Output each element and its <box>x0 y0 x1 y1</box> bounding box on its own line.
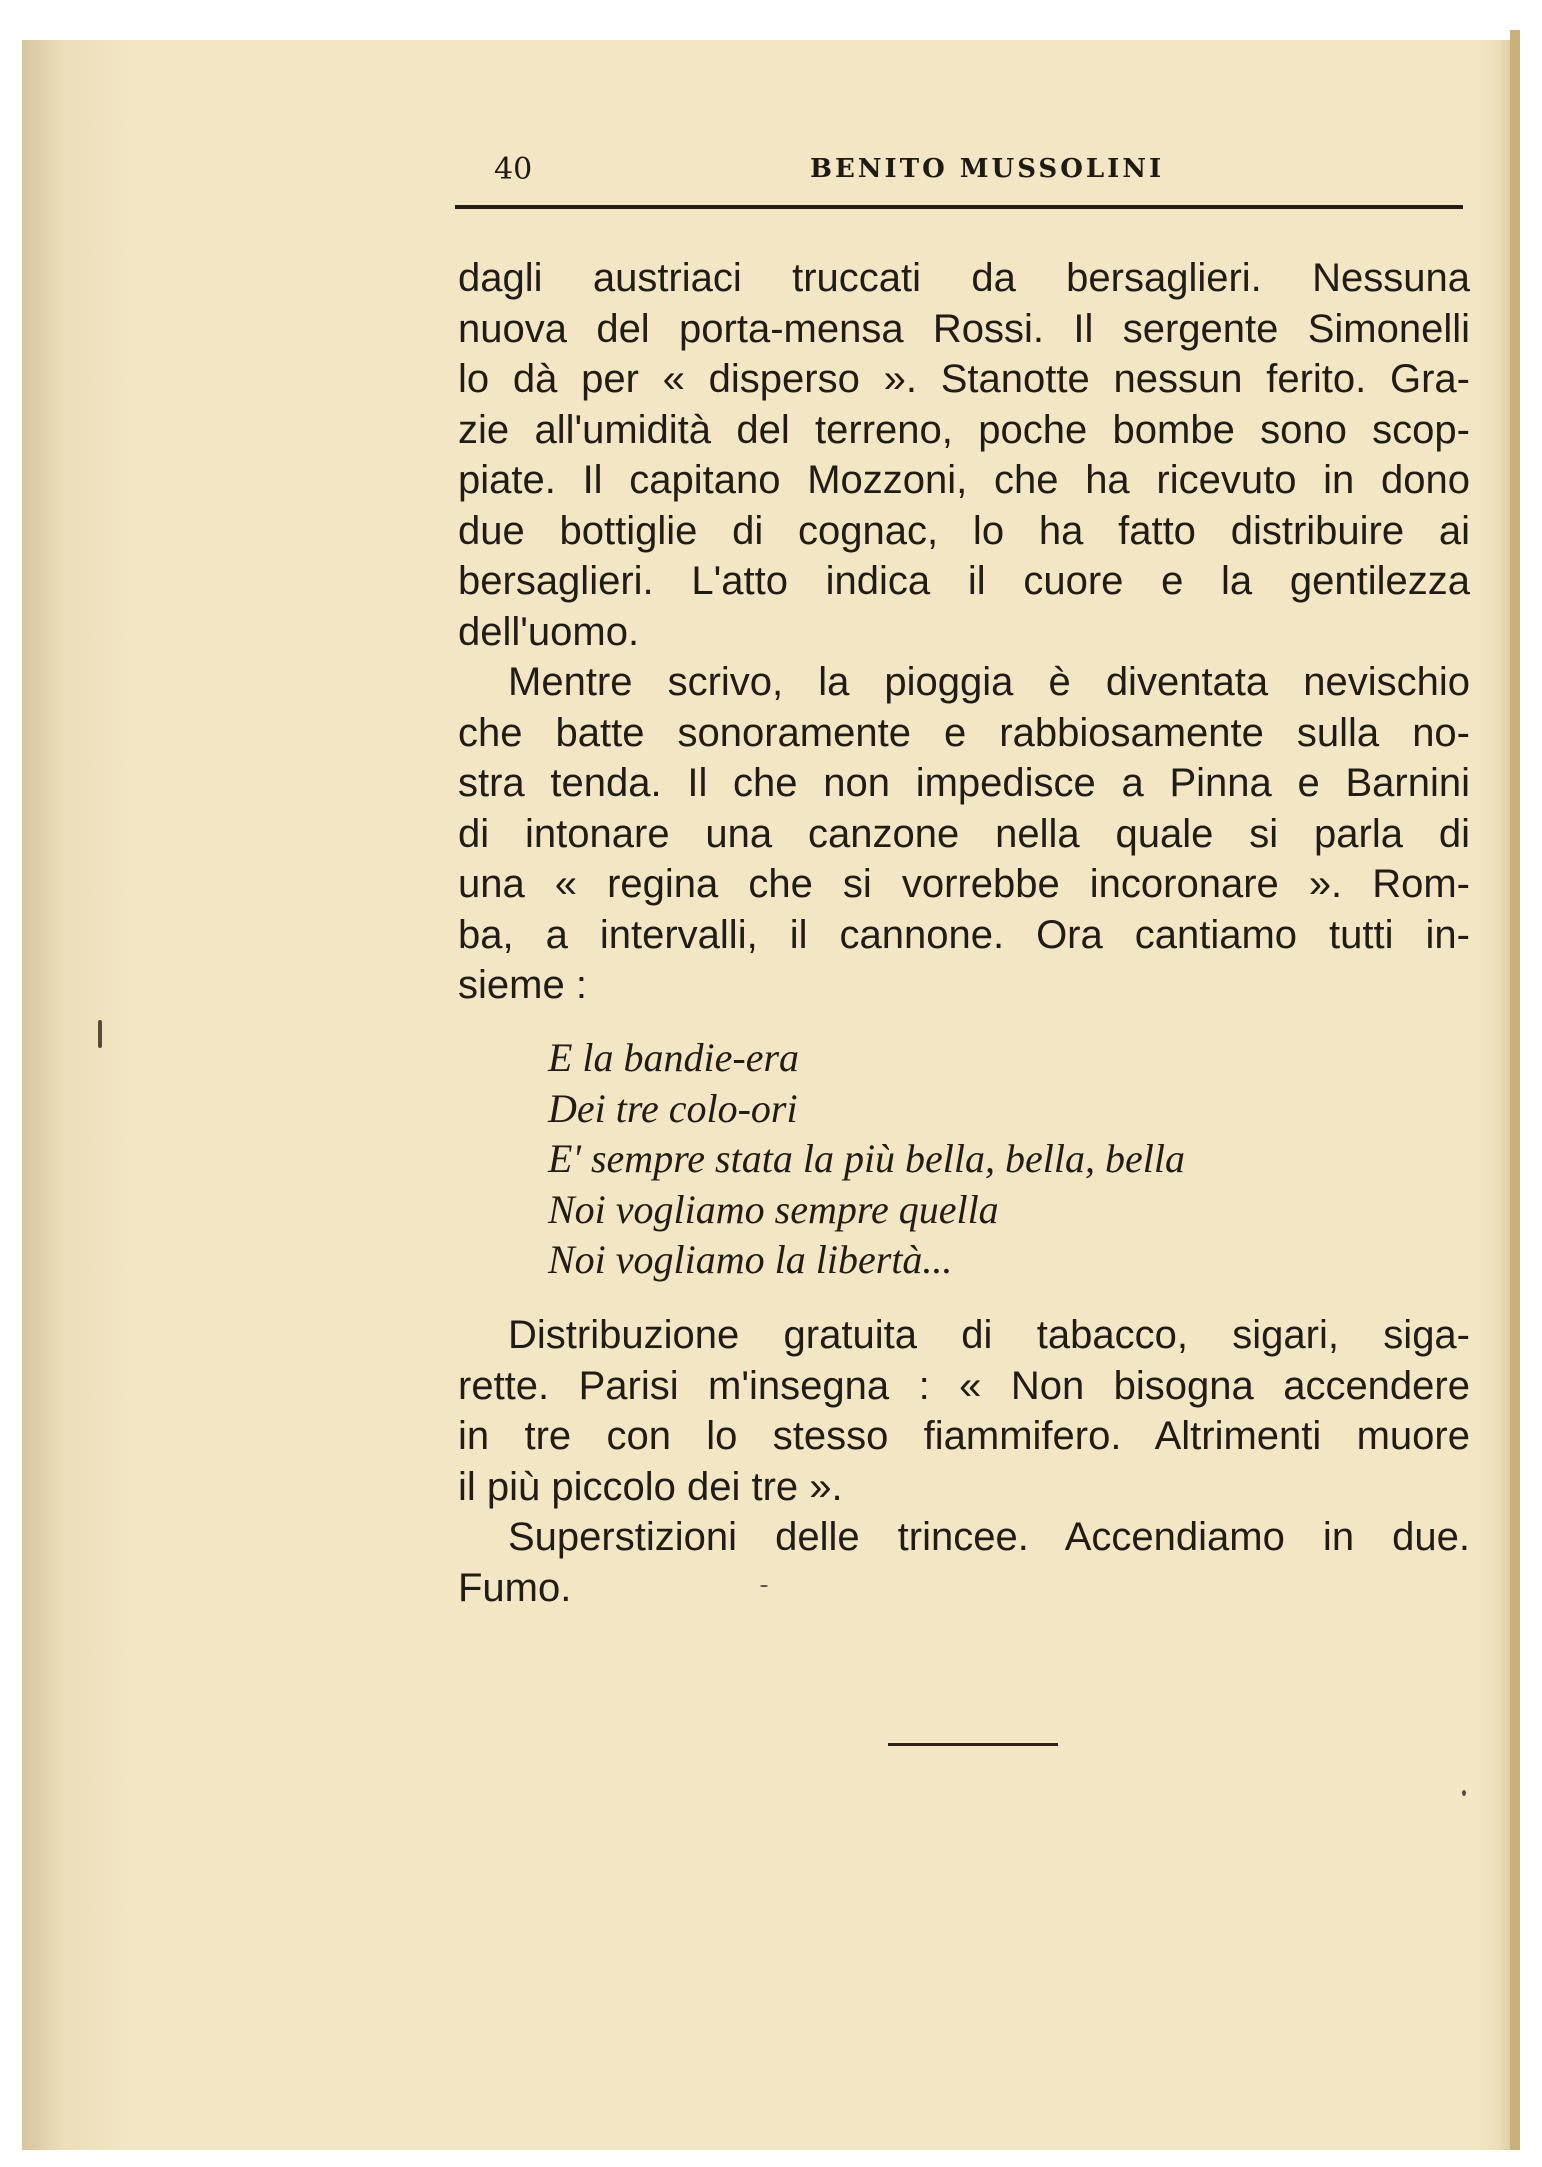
page-number: 40 <box>494 152 533 187</box>
verse-line: E la bandie-era <box>548 1035 800 1080</box>
text-line: il più piccolo dei tre ». <box>458 1464 843 1509</box>
paper-speck <box>760 1585 768 1587</box>
text-line: Superstizioni delle trincee. Accendiamo in due. <box>508 1515 1470 1559</box>
text-line: che batte sonoramente e rabbiosamente sulla no- <box>458 710 1470 755</box>
end-of-section-rule <box>888 1743 1058 1746</box>
text-line: due bottiglie di cognac, lo ha fatto distribuire ai <box>458 508 1470 553</box>
body-text-lower <box>458 1310 1470 1613</box>
text-line: lo dà per « disperso ». Stanotte nessun ferito. Gra- <box>458 357 1470 401</box>
page-edge <box>1510 30 1520 2150</box>
verse-line: Noi vogliamo la libertà... <box>548 1237 953 1282</box>
text-line: dagli austriaci truccati da bersaglieri. Nessuna <box>458 256 1470 300</box>
text-line: Distribuzione gratuita di tabacco, sigari, siga- <box>508 1313 1470 1357</box>
text-line: di intonare una canzone nella quale si parla di <box>458 811 1470 856</box>
paragraph <box>458 1512 1470 1613</box>
paragraph <box>458 657 1470 1011</box>
body-text-upper <box>458 253 1470 1011</box>
paragraph <box>458 253 1470 657</box>
text-line: rette. Parisi m'insegna : « Non bisogna accendere <box>458 1363 1470 1408</box>
text-line: nuova del porta-mensa Rossi. Il sergente Simonelli <box>458 306 1470 351</box>
text-line: bersaglieri. L'atto indica il cuore e la gentilezza <box>458 559 1470 603</box>
text-line: Mentre scrivo, la pioggia è diventata nevischio <box>508 660 1470 704</box>
paragraph <box>458 1310 1470 1512</box>
running-title: BENITO MUSSOLINI <box>810 154 1165 184</box>
text-line: stra tenda. Il che non impedisce a Pinna e Barnini <box>458 761 1470 805</box>
text-line: piate. Il capitano Mozzoni, che ha ricevuto in dono <box>458 458 1470 502</box>
header-rule <box>455 205 1463 209</box>
text-line: in tre con lo stesso fiammifero. Altrimenti muore <box>458 1414 1470 1458</box>
verse-line: Dei tre colo-ori <box>548 1085 798 1131</box>
song-verse <box>548 1033 1185 1286</box>
text-line: dell'uomo. <box>458 609 640 654</box>
verse-line: E' sempre stata la più bella, bella, bella <box>548 1136 1185 1181</box>
text-line: Fumo. <box>458 1565 572 1610</box>
verse-line: Noi vogliamo sempre quella <box>548 1186 999 1232</box>
text-line: zie all'umidità del terreno, poche bombe sono scop- <box>458 407 1470 452</box>
text-line: una « regina che si vorrebbe incoronare ». Rom- <box>458 862 1470 906</box>
paper-speck <box>1462 1790 1466 1796</box>
page-header <box>470 148 1460 192</box>
text-line: ba, a intervalli, il cannone. Ora cantiamo tutti in- <box>458 912 1470 957</box>
paper-speck <box>98 1020 102 1048</box>
text-line: sieme : <box>458 963 587 1007</box>
